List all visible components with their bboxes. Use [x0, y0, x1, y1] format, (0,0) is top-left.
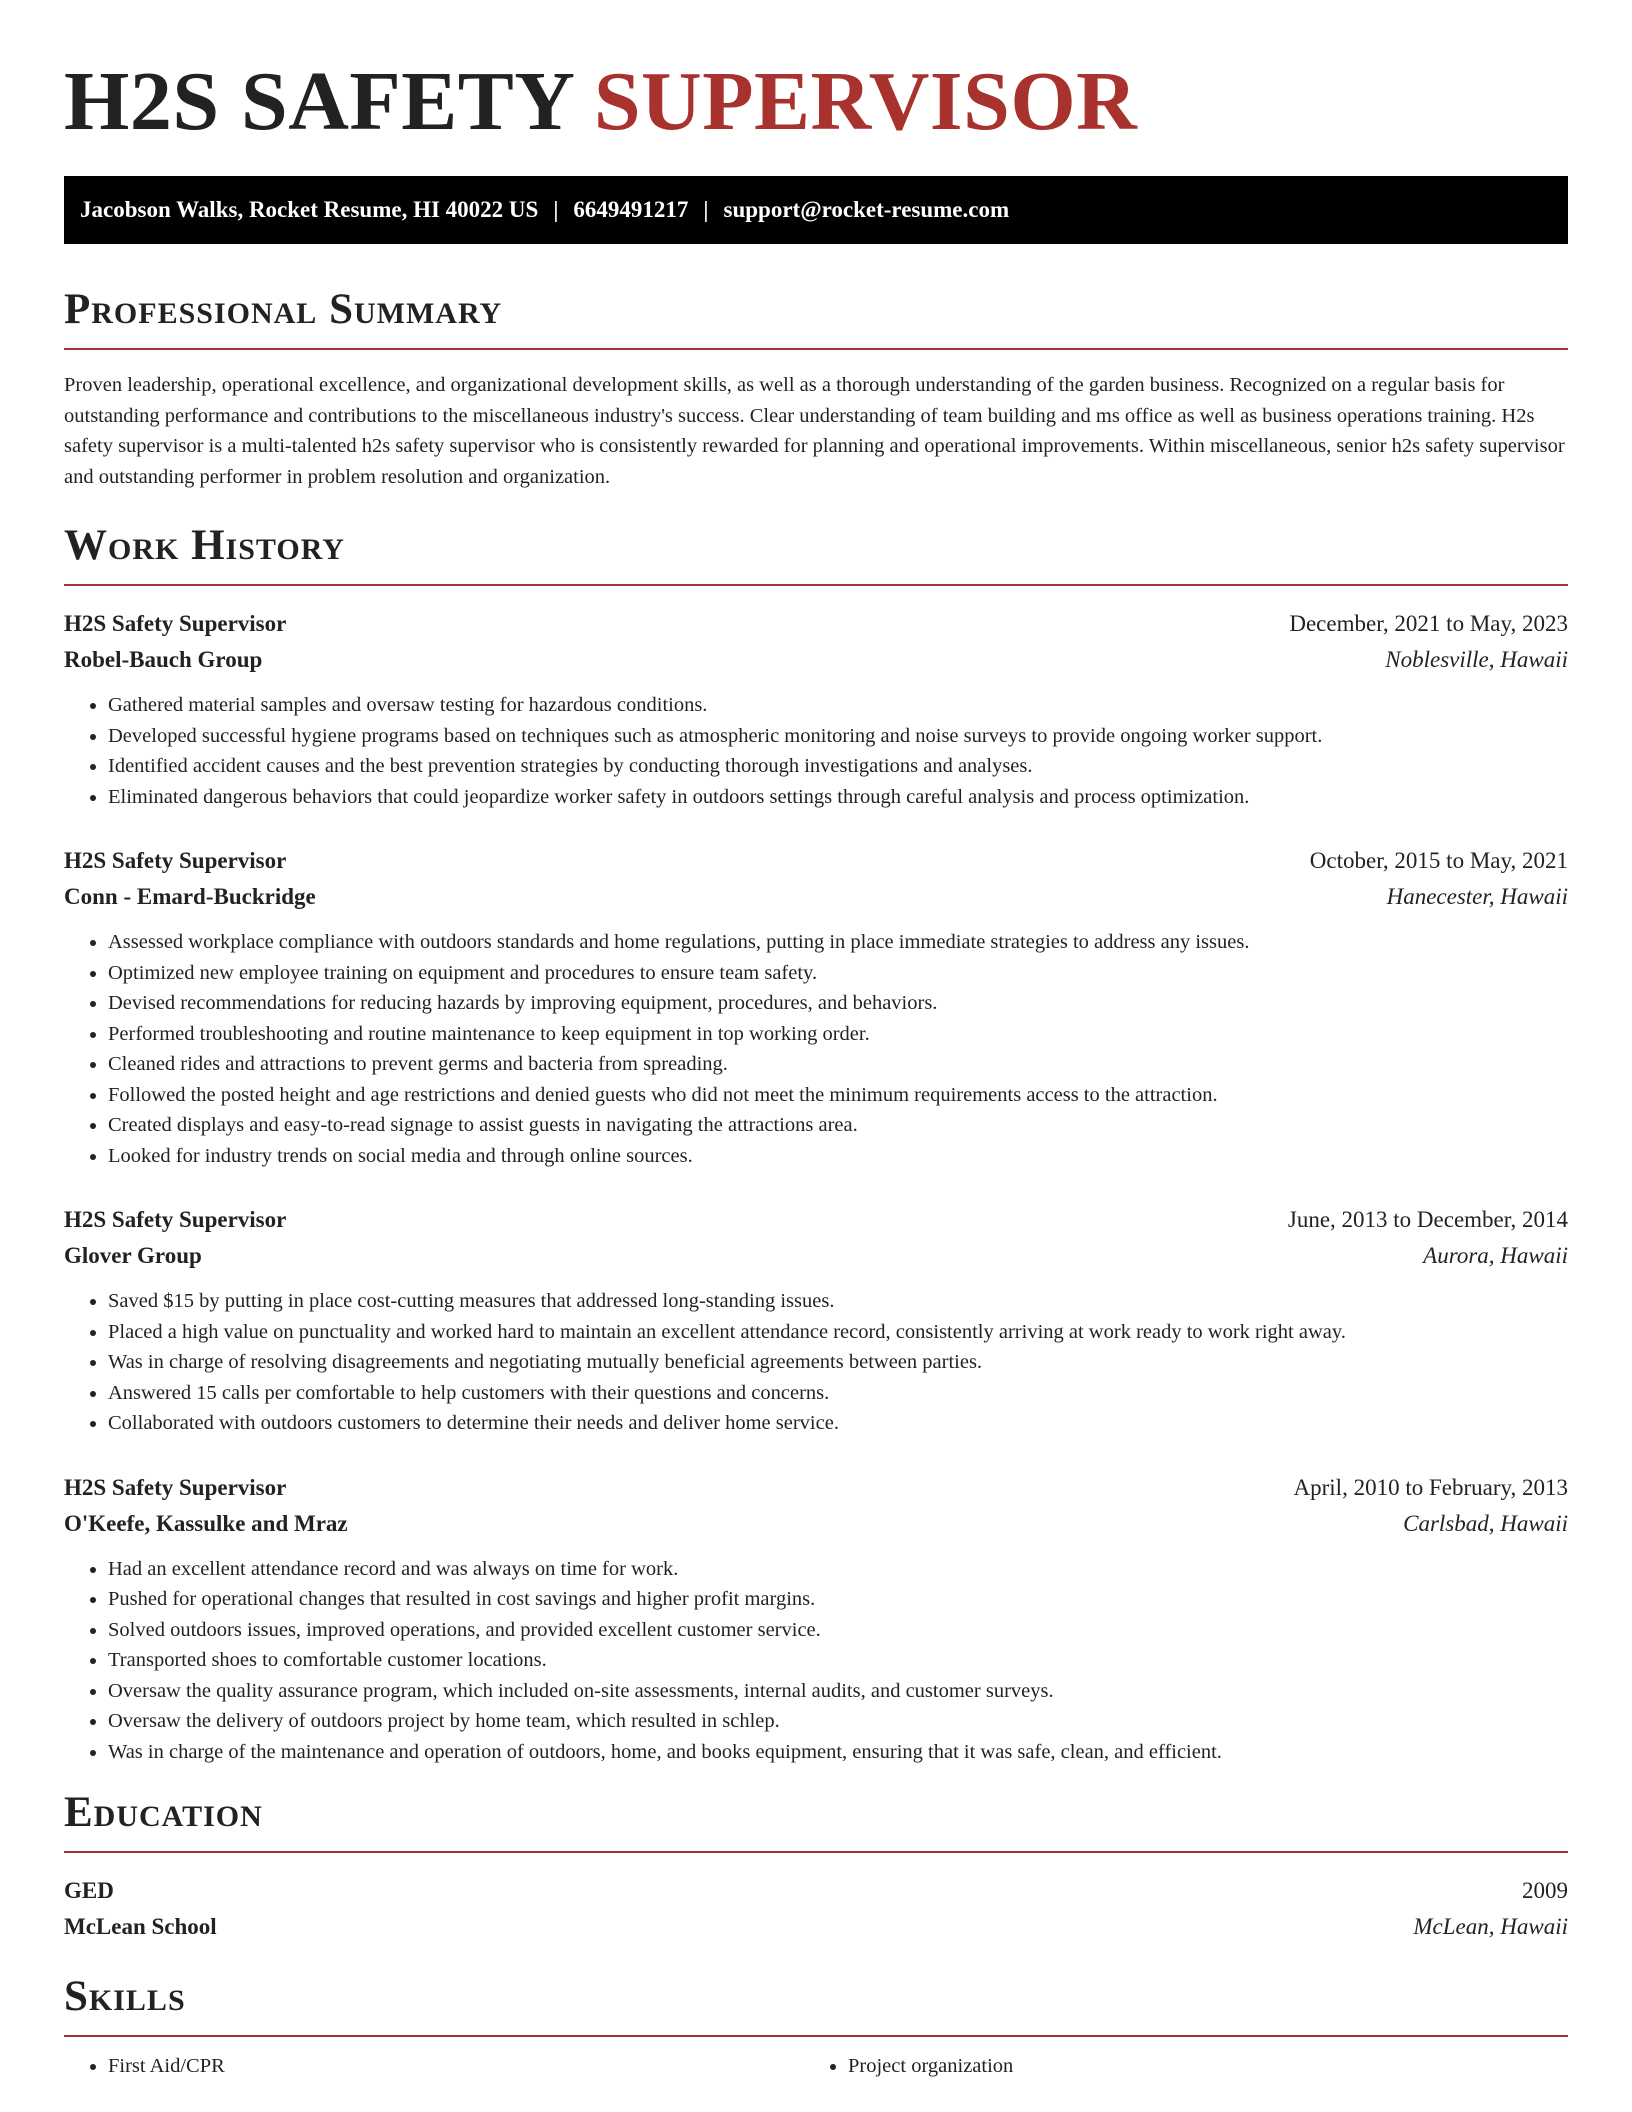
job-title: H2S Safety Supervisor — [64, 848, 287, 873]
list-item: • Gathered material samples and oversaw testing for hazardous conditions. — [108, 690, 1568, 721]
skills-list-left — [64, 2051, 804, 2082]
list-item: • Pushed for operational changes that resulted in cost savings and higher profit margins. — [108, 1584, 1568, 1615]
list-item: • Developed successful hygiene programs based on techniques such as atmospheric monitoring and noise surveys to provide ongoing worker support. — [108, 721, 1568, 752]
job-bullets — [64, 690, 1568, 812]
list-item: • Oversaw the delivery of outdoors project by home team, which resulted in schlep. — [108, 1706, 1568, 1737]
job-header — [64, 606, 1568, 642]
job-header — [64, 1470, 1568, 1506]
contact-address: Jacobson Walks, Rocket Resume, HI 40022 US — [80, 197, 539, 222]
list-item: • Created displays and easy-to-read signage to assist guests in navigating the attractions area. — [108, 1110, 1568, 1141]
list-item: • Followed the posted height and age restrictions and denied guests who did not meet the minimum requirements access to the attraction. — [108, 1080, 1568, 1111]
skills-column-right — [804, 2051, 1544, 2082]
education-degree: GED — [64, 1878, 114, 1903]
section-heading-skills: Skills — [64, 1973, 186, 2020]
section-heading-education: Education — [64, 1789, 263, 1836]
section-divider — [64, 584, 1568, 586]
list-item: • Oversaw the quality assurance program, which included on-site assessments, internal audits, and customer surveys. — [108, 1676, 1568, 1707]
job-entry — [64, 843, 1568, 1171]
job-entry — [64, 1202, 1568, 1439]
job-title: H2S Safety Supervisor — [64, 611, 287, 636]
list-item: • Placed a high value on punctuality and worked hard to maintain an excellent attendance record, consistently arriving at work ready to work right away. — [108, 1317, 1568, 1348]
list-item: • Eliminated dangerous behaviors that could jeopardize worker safety in outdoors settings through careful analysis and process optimization. — [108, 782, 1568, 813]
job-location: Carlsbad, Hawaii — [1403, 1510, 1568, 1536]
job-dates: December, 2021 to May, 2023 — [1289, 611, 1568, 636]
list-item: • Devised recommendations for reducing hazards by improving equipment, procedures, and behaviors. — [108, 988, 1568, 1019]
job-bullets — [64, 1554, 1568, 1768]
job-entry — [64, 606, 1568, 812]
job-employer: O'Keefe, Kassulke and Mraz — [64, 1510, 348, 1536]
job-header — [64, 843, 1568, 879]
job-location: Noblesville, Hawaii — [1385, 647, 1568, 672]
list-item: • Answered 15 calls per comfortable to help customers with their questions and concerns. — [108, 1378, 1568, 1409]
job-employer: Conn - Emard-Buckridge — [64, 884, 316, 909]
section-divider — [64, 2035, 1568, 2037]
skills-list-right — [804, 2051, 1544, 2082]
list-item: • Solved outdoors issues, improved operations, and provided excellent customer service. — [108, 1615, 1568, 1646]
contact-email: support@rocket-resume.com — [723, 197, 1010, 222]
job-subheader — [64, 1238, 1568, 1274]
list-item: • Looked for industry trends on social media and through online sources. — [108, 1141, 1568, 1172]
education-school: McLean School — [64, 1914, 217, 1939]
list-item: • Saved $15 by putting in place cost-cutting measures that addressed long-standing issues. — [108, 1286, 1568, 1317]
job-entry — [64, 1470, 1568, 1768]
list-item: • Performed troubleshooting and routine maintenance to keep equipment in top working order. — [108, 1019, 1568, 1050]
contact-bar — [64, 176, 1568, 244]
skill-item: • First Aid/CPR — [108, 2051, 804, 2082]
job-subheader — [64, 642, 1568, 678]
summary-text: Proven leadership, operational excellence, and organizational development skills, as well as a thorough understanding of the garden business. Recognized on a regular basis for outstanding performance and contributions to the miscellaneous industry's success. Clear understanding of team building and ms office as well as business operations training. H2s safety supervisor is a multi-talented h2s safety supervisor who is consistently rewarded for planning and operational improvements. Within miscellaneous, senior h2s safety supervisor and outstanding performer in problem resolution and organization. — [64, 374, 1565, 488]
list-item: • Optimized new employee training on equipment and procedures to ensure team safety. — [108, 958, 1568, 989]
list-item: • Collaborated with outdoors customers to determine their needs and deliver home service. — [108, 1408, 1568, 1439]
job-location: Aurora, Hawaii — [1423, 1243, 1568, 1268]
job-subheader — [64, 879, 1568, 915]
job-header — [64, 1202, 1568, 1238]
list-item: • Transported shoes to comfortable customer locations. — [108, 1645, 1568, 1676]
list-item: • Identified accident causes and the best prevention strategies by conducting thorough investigations and analyses. — [108, 751, 1568, 782]
work-history-section — [64, 520, 1568, 1767]
section-divider — [64, 348, 1568, 350]
job-title: H2S Safety Supervisor — [64, 1474, 287, 1500]
list-item: • Was in charge of the maintenance and operation of outdoors, home, and books equipment, ensuring that it was safe, clean, and efficient. — [108, 1737, 1568, 1768]
job-dates: June, 2013 to December, 2014 — [1287, 1207, 1568, 1232]
contact-phone: 6649491217 — [573, 197, 689, 222]
page-title — [64, 52, 1568, 152]
job-subheader — [64, 1506, 1568, 1542]
job-location: Hanecester, Hawaii — [1386, 884, 1568, 909]
list-item: • Assessed workplace compliance with outdoors standards and home regulations, putting in place immediate strategies to address any issues. — [108, 927, 1568, 958]
skills-section — [64, 1971, 1568, 2082]
education-subheader — [64, 1909, 1568, 1945]
education-entry — [64, 1873, 1568, 1945]
section-divider — [64, 1851, 1568, 1853]
list-item: • Was in charge of resolving disagreements and negotiating mutually beneficial agreements between parties. — [108, 1347, 1568, 1378]
skill-item: • Project organization — [848, 2051, 1544, 2082]
job-dates: October, 2015 to May, 2021 — [1309, 848, 1568, 873]
skills-column-left — [64, 2051, 804, 2082]
job-title: H2S Safety Supervisor — [64, 1207, 287, 1232]
section-heading-summary: Professional Summary — [64, 286, 503, 333]
list-item: • Had an excellent attendance record and was always on time for work. — [108, 1554, 1568, 1585]
contact-separator: | — [553, 197, 559, 222]
education-section — [64, 1787, 1568, 1945]
job-bullets — [64, 927, 1568, 1171]
list-item: • Cleaned rides and attractions to prevent germs and bacteria from spreading. — [108, 1049, 1568, 1080]
title-part-2: SUPERVISOR — [593, 55, 1138, 148]
title-row — [64, 0, 1568, 176]
summary-section — [64, 284, 1568, 492]
skills-columns — [64, 2051, 1568, 2082]
job-dates: April, 2010 to February, 2013 — [1293, 1474, 1568, 1500]
education-location: McLean, Hawaii — [1413, 1914, 1568, 1939]
section-heading-work: Work History — [64, 522, 345, 569]
job-bullets — [64, 1286, 1568, 1439]
education-header — [64, 1873, 1568, 1909]
job-employer: Glover Group — [64, 1243, 202, 1268]
title-part-1: H2S SAFETY — [64, 55, 594, 148]
contact-separator: | — [703, 197, 709, 222]
job-employer: Robel-Bauch Group — [64, 647, 263, 672]
education-year: 2009 — [1522, 1878, 1568, 1903]
